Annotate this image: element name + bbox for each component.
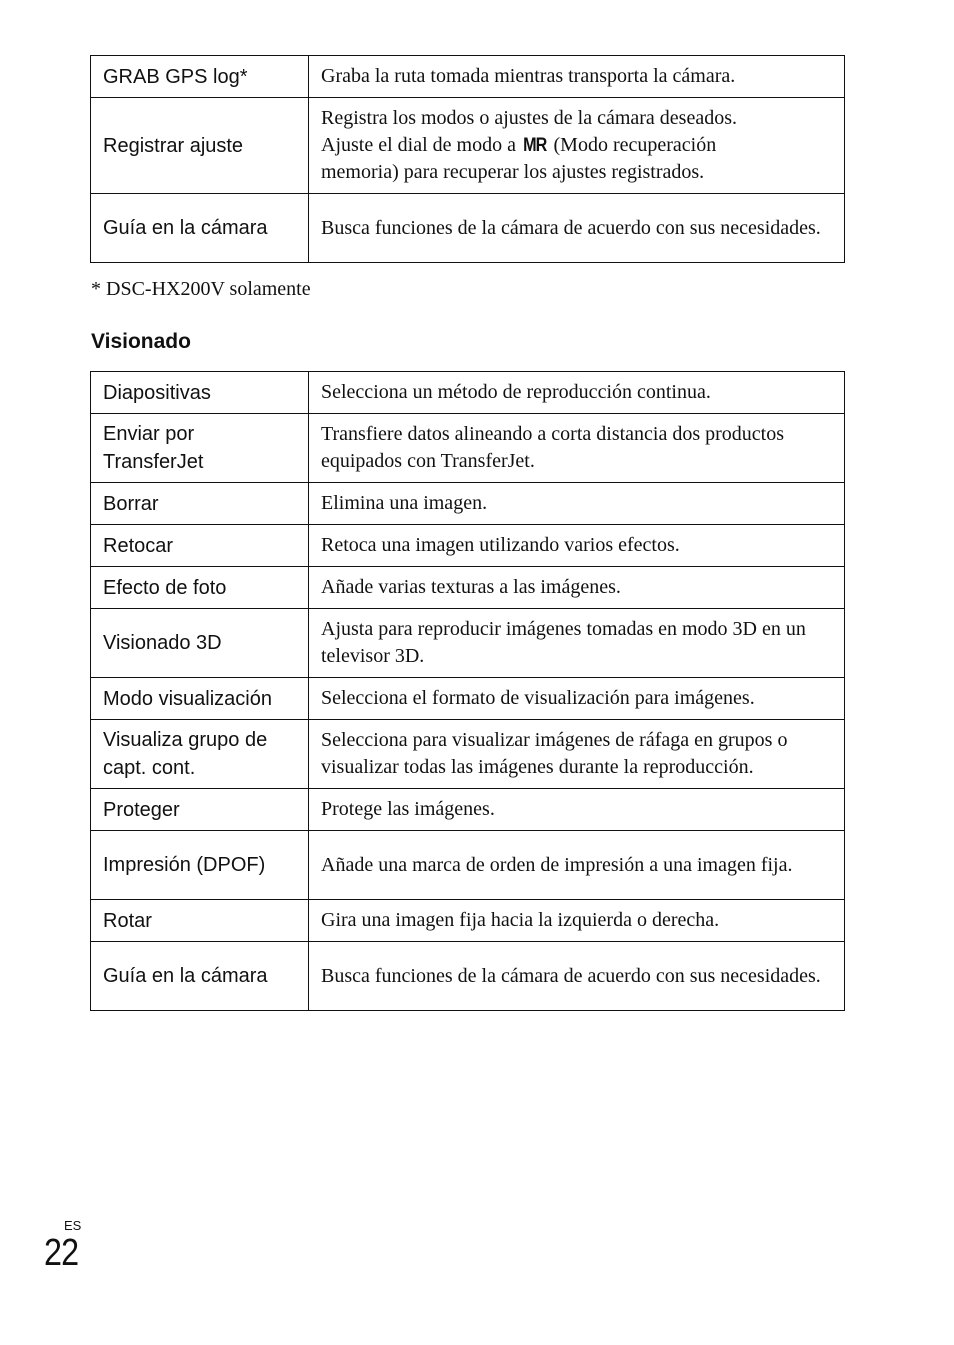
menu-item-term: Efecto de foto [91,567,309,609]
footnote: * DSC-HX200V solamente [91,278,311,300]
table-row [91,831,845,900]
language-code: ES [64,1218,82,1233]
menu-item-term [91,414,309,483]
menu-item-term: Visionado 3D [91,609,309,678]
table-row [91,372,845,414]
table-row [91,483,845,525]
menu-item-description: Busca funciones de la cámara de acuerdo con sus necesidades. [309,194,845,263]
table-row [91,789,845,831]
menu-item-term: Impresión (DPOF) [91,831,309,900]
table-row [91,678,845,720]
term-line: Enviar por [103,423,195,445]
menu-item-description: Protege las imágenes. [309,789,845,831]
menu-item-term: GRAB GPS log* [91,56,309,98]
table-row [91,56,845,98]
menu-item-term: Guía en la cámara [91,194,309,263]
menu-item-term: Guía en la cámara [91,942,309,1011]
table-row [91,720,845,789]
table-row [91,942,845,1011]
menu-item-description: Añade una marca de orden de impresión a una imagen fija. [309,831,845,900]
table-row [91,525,845,567]
table-row [91,98,845,194]
menu-item-description: Añade varias texturas a las imágenes. [309,567,845,609]
menu-item-description: Elimina una imagen. [309,483,845,525]
description-text: Ajuste el dial de modo a [321,134,521,156]
menu-item-description: Transfiere datos alineando a corta distancia dos productos equipados con TransferJet. [309,414,845,483]
menu-item-description [309,98,845,194]
menu-item-description: Ajusta para reproducir imágenes tomadas en modo 3D en un televisor 3D. [309,609,845,678]
settings-table [90,55,845,263]
term-line: TransferJet [103,451,204,473]
table-row [91,414,845,483]
menu-item-term: Diapositivas [91,372,309,414]
menu-item-term: Borrar [91,483,309,525]
menu-item-term: Modo visualización [91,678,309,720]
description-line: memoria) para recuperar los ajustes registrados. [321,161,705,183]
menu-item-description: Busca funciones de la cámara de acuerdo con sus necesidades. [309,942,845,1011]
menu-item-description: Retoca una imagen utilizando varios efectos. [309,525,845,567]
page-number: 22 [44,1232,79,1274]
term-line: Visualiza grupo de [103,729,268,751]
menu-item-term: Registrar ajuste [91,98,309,194]
table-row [91,567,845,609]
table-row [91,194,845,263]
section-heading: Visionado [91,330,191,353]
table-row [91,609,845,678]
menu-item-description: Gira una imagen fija hacia la izquierda o derecha. [309,900,845,942]
menu-item-term: Proteger [91,789,309,831]
term-line: capt. cont. [103,757,196,779]
menu-item-term [91,720,309,789]
table-row [91,900,845,942]
menu-item-term: Retocar [91,525,309,567]
description-line: Registra los modos o ajustes de la cámara deseados. [321,107,737,129]
memory-recall-mode-icon: MR [523,135,547,156]
visionado-table [90,371,845,1011]
menu-item-description: Selecciona un método de reproducción continua. [309,372,845,414]
description-text: (Modo recuperación [548,134,717,156]
menu-item-description: Selecciona para visualizar imágenes de ráfaga en grupos o visualizar todas las imágenes durante la reproducción. [309,720,845,789]
menu-item-description: Selecciona el formato de visualización para imágenes. [309,678,845,720]
menu-item-description: Graba la ruta tomada mientras transporta la cámara. [309,56,845,98]
menu-item-term: Rotar [91,900,309,942]
